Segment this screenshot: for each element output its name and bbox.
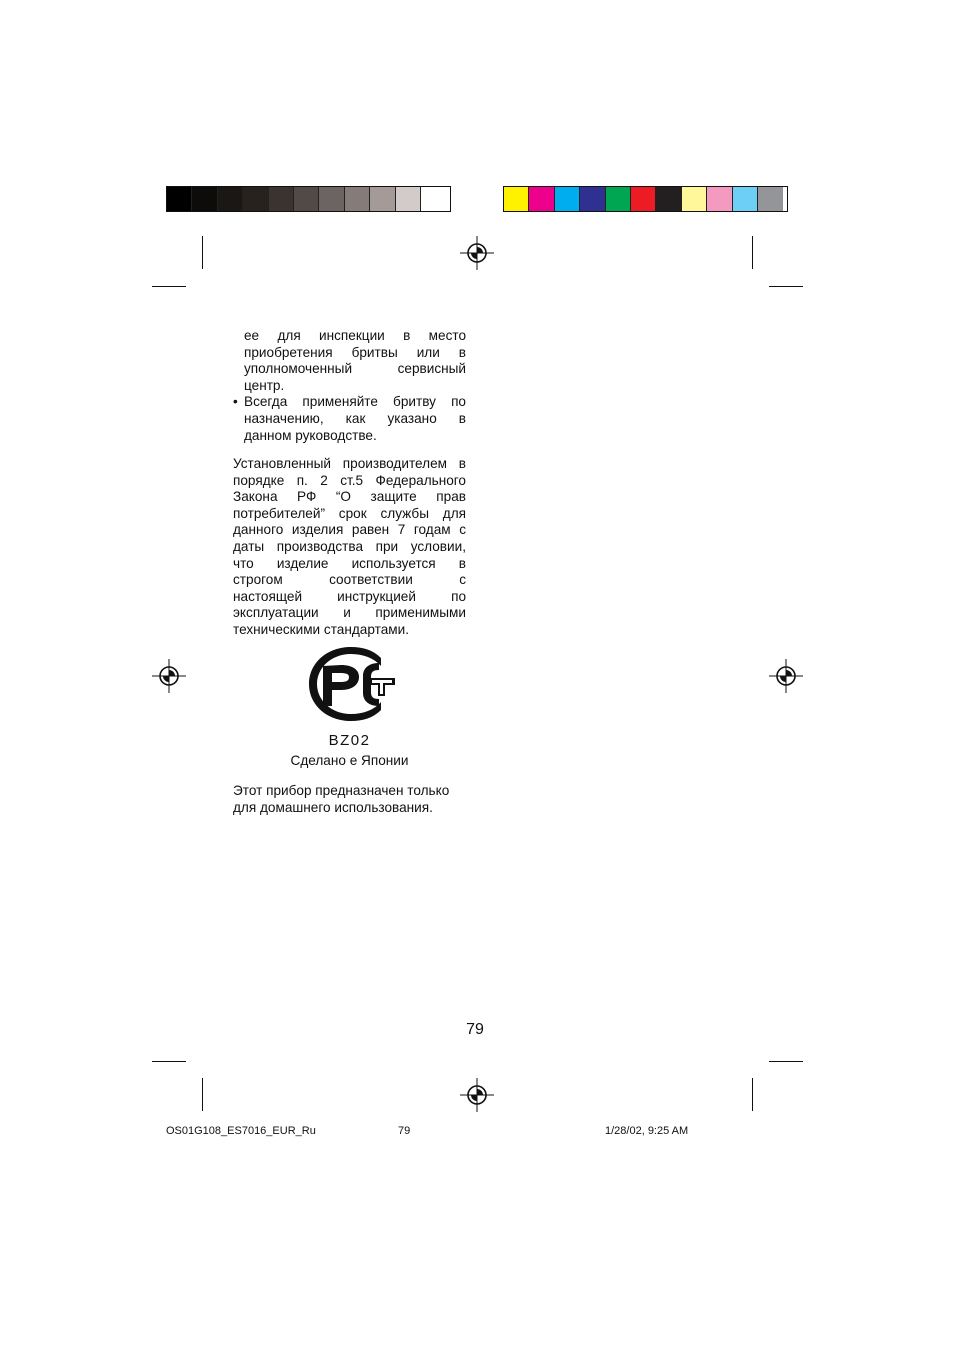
- text-line: эксплуатации и применимыми: [233, 605, 466, 621]
- color-swatch: [631, 187, 656, 211]
- registration-mark-icon: [460, 236, 494, 270]
- crop-mark: [752, 1078, 753, 1111]
- text-line: Этот прибор предназначен только: [233, 783, 450, 798]
- color-swatch: [758, 187, 783, 211]
- color-swatch: [606, 187, 631, 211]
- registration-mark-icon: [152, 659, 186, 693]
- crop-mark: [152, 286, 186, 287]
- text-line: данном руководстве.: [244, 427, 377, 443]
- crop-mark: [752, 236, 753, 269]
- color-swatch: [733, 187, 758, 211]
- color-swatch: [555, 187, 580, 211]
- crop-mark: [769, 286, 803, 287]
- list-item: [233, 394, 466, 444]
- crop-mark: [152, 1061, 186, 1062]
- text-line: приобретения бритвы или в: [244, 344, 466, 360]
- bullet: •: [233, 394, 238, 410]
- color-swatch: [504, 187, 529, 211]
- text-line: назначению, как указано в: [244, 410, 466, 426]
- color-swatch: [707, 187, 732, 211]
- color-calibration-bar: [503, 186, 788, 212]
- registration-mark-icon: [769, 659, 803, 693]
- color-swatch: [167, 187, 192, 211]
- registration-mark-icon: [460, 1078, 494, 1112]
- color-swatch: [319, 187, 344, 211]
- slug-filename: OS01G108_ES7016_EUR_Ru: [166, 1125, 316, 1137]
- color-swatch: [294, 187, 319, 211]
- text-line: даты производства при условии,: [233, 538, 466, 554]
- text-line: настоящей инструкцией по: [233, 588, 466, 604]
- text-line: уполномоченный сервисный: [244, 361, 466, 377]
- made-in-label: Сделано е Японии: [290, 753, 409, 768]
- crop-mark: [769, 1061, 803, 1062]
- text-line: центр.: [244, 377, 285, 393]
- text-line: данного изделия равен 7 годам с: [233, 522, 466, 538]
- color-swatch: [218, 187, 243, 211]
- color-swatch: [396, 187, 421, 211]
- crop-mark: [202, 236, 203, 269]
- color-swatch: [192, 187, 217, 211]
- model-code: BZ02: [328, 732, 371, 749]
- color-swatch: [243, 187, 268, 211]
- rst-certification-mark-icon: [305, 646, 397, 722]
- color-swatch: [682, 187, 707, 211]
- color-swatch: [656, 187, 681, 211]
- color-swatch: [269, 187, 294, 211]
- text-line: ее для инспекции в место: [244, 328, 466, 343]
- text-line: для домашнего использования.: [233, 799, 433, 815]
- text-line: что изделие используется в: [233, 555, 466, 571]
- color-swatch: [370, 187, 395, 211]
- service-life-paragraph: [233, 456, 466, 639]
- text-line: Закона РФ “О защите прав: [233, 489, 466, 505]
- page-number: 79: [466, 1021, 484, 1038]
- text-line: Всегда применяйте бритву по: [244, 394, 466, 410]
- text-line: потребителей” срок службы для: [233, 505, 466, 521]
- color-swatch: [345, 187, 370, 211]
- color-swatch: [580, 187, 605, 211]
- text-line: строгом соответствии с: [233, 572, 466, 588]
- household-use-note: [233, 783, 466, 816]
- slug-page-number: 79: [398, 1125, 411, 1137]
- crop-mark: [202, 1078, 203, 1111]
- color-swatch: [421, 187, 446, 211]
- slug-timestamp: 1/28/02, 9:25 AM: [605, 1125, 689, 1137]
- text-line: порядке п. 2 ст.5 Федерального: [233, 472, 466, 488]
- text-line: техническими стандартами.: [233, 621, 409, 637]
- color-swatch: [529, 187, 554, 211]
- safety-list: [233, 328, 466, 444]
- text-line: Установленный производителем в: [233, 456, 466, 471]
- grayscale-calibration-bar: [166, 186, 451, 212]
- list-item: [233, 328, 466, 394]
